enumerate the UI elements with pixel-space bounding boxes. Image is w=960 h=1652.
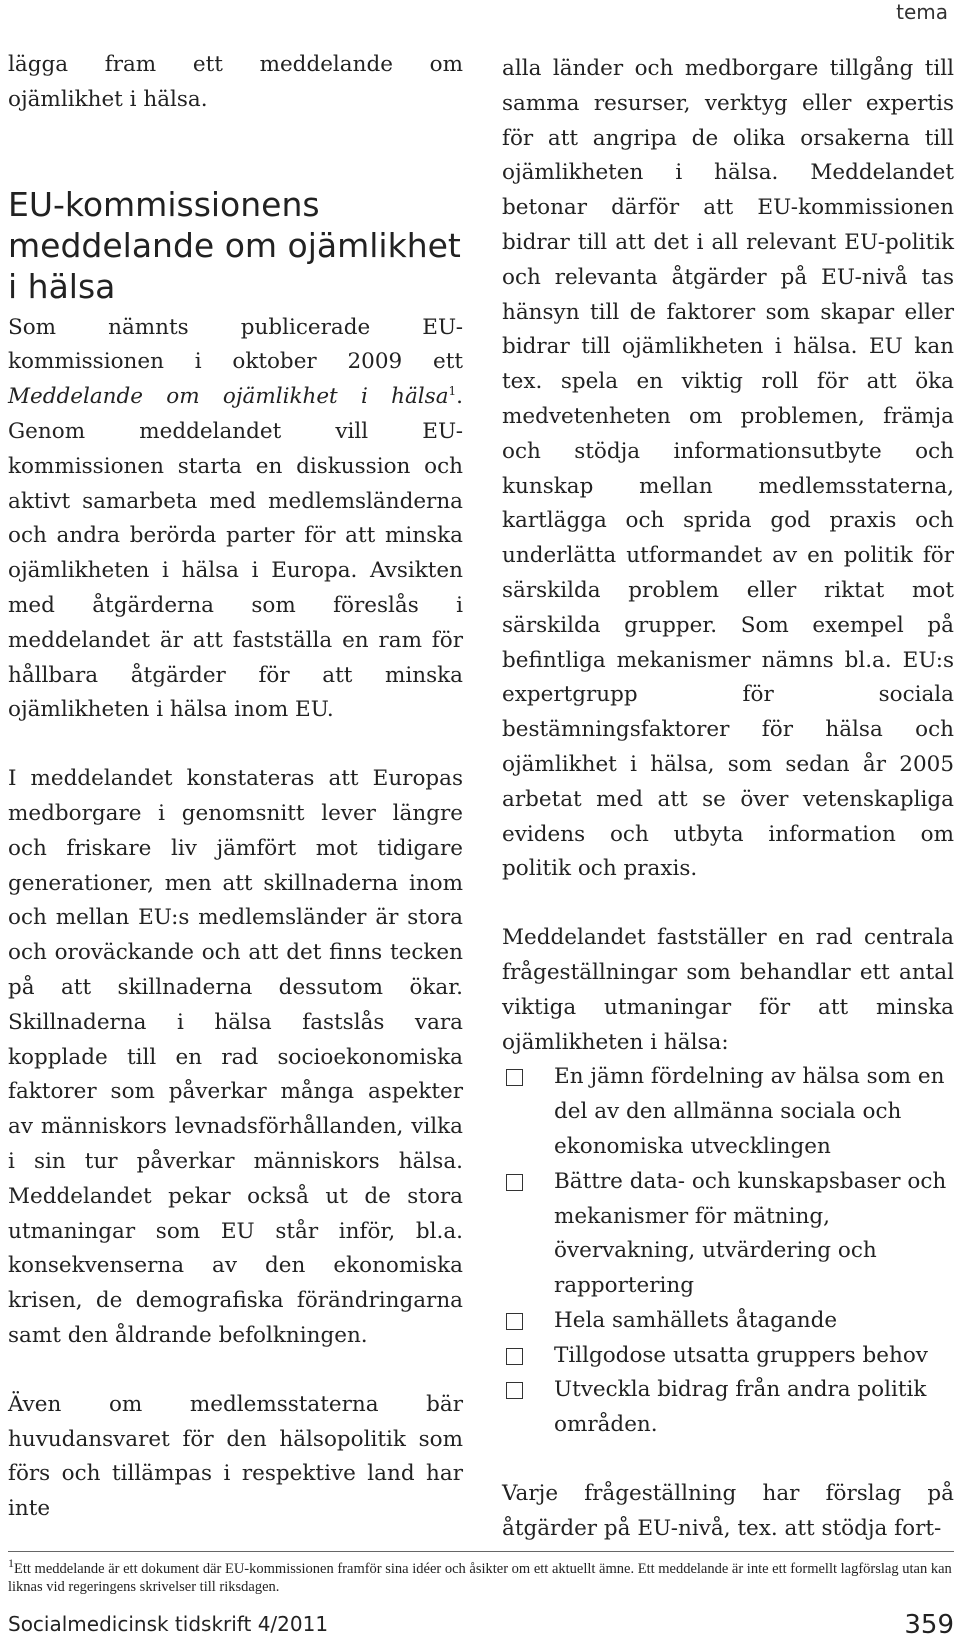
checkbox-icon [506, 1313, 523, 1330]
footnote-marker: 1 [8, 1556, 14, 1571]
body-paragraph-6: Varje frågeställning har förslag på åtgärder på EU-nivå, tex. att stödja fort- [502, 1481, 954, 1541]
challenges-list [502, 1060, 954, 1443]
section-label: tema [896, 0, 948, 24]
checkbox-icon [506, 1174, 523, 1191]
article-heading: EU-kommissionens meddelande om ojämlikhet i hälsa [8, 184, 461, 306]
checkbox-icon [506, 1348, 523, 1365]
footnote-divider [8, 1551, 954, 1552]
footnote [8, 1556, 954, 1596]
footnote-ref[interactable]: 1 [448, 384, 457, 399]
intro-paragraph: lägga fram ett meddelande om ojämlikhet i hälsa. [8, 52, 463, 112]
body-paragraph-3: Även om medlemsstaterna bär huvudansvaret för den hälsopolitik som förs och tillämpas i respektive land har inte [8, 1391, 463, 1522]
publication-title: Meddelande om ojämlikhet i hälsa [8, 384, 449, 410]
list-item: En jämn fördelning av hälsa som en del av den allmänna sociala och ekonomiska utvecklingen [502, 1060, 954, 1164]
body-paragraph-4: alla länder och medborgare tillgång till samma resurser, verktyg eller expertis för att angripa de olika orsakerna till ojämlikheten i hälsa. Meddelandet betonar därför att EU-kommissionen bidrar till att det i all relevant EU-politik och relevanta åtgärder på EU-nivå tas hänsyn till de faktorer som skapar eller bidrar till ojämlikheten i hälsa. EU kan tex. spela en viktig roll för att öka medvetenheten om problemen, främja och stödja informationsutbyte och kunskap mellan medlemsstaterna, kartlägga och sprida god praxis och underlätta utformandet av en politik för särskilda problem eller riktat mot särskilda grupper. Som exempel på befintliga mekanismer nämns bl.a. EU:s expertgrupp för sociala bestämningsfaktorer för hälsa och ojämlikhet i hälsa, som sedan år 2005 arbetat med att se över vetenskapliga evidens och utbyta information om politik och praxis. [502, 56, 954, 882]
journal-name: Socialmedicinsk tidskrift 4/2011 [8, 1612, 329, 1636]
checkbox-icon [506, 1382, 523, 1399]
body-paragraph-5: Meddelandet fastställer en rad centrala frågeställningar som behandlar ett antal viktiga utmaningar för att minska ojämlikheten i hälsa: [502, 925, 954, 1055]
list-item: Utveckla bidrag från andra politik områden. [502, 1373, 954, 1443]
para1-text-b: . Genom meddelandet vill EU-kommissionen starta en diskussion och aktivt samarbeta med medlemsländerna och andra berörda parter för att minska ojämlikheten i hälsa i Europa. Avsikten med åtgärderna som föreslås i meddelandet är att fastställa en ram för hållbara åtgärder för att minska ojämlikheten i hälsa inom EU. [8, 384, 463, 723]
page-number: 359 [904, 1610, 954, 1640]
checkbox-icon [506, 1069, 523, 1086]
right-column [502, 52, 954, 1547]
body-paragraph-1 [8, 311, 463, 729]
body-paragraph-2: I meddelandet konstateras att Europas medborgare i genomsnitt lever längre och friskare liv jämfört mot tidigare generationer, men att skillnaderna inom och mellan EU:s medlemsländer är stora och oroväckande och att det finns tecken på att skillnaderna dessutom ökar. Skillnaderna i hälsa fastslås vara kopplade till en rad socioekonomiska faktorer som påverkar många aspekter av människors levnadsförhållanden, vilka i sin tur påverkar människors hälsa. Meddelandet pekar också ut de stora utmaningar som EU står inför, bl.a. konsekvenserna av den ekonomiska krisen, de demografiska förändringarna samt den åldrande befolkningen. [8, 766, 463, 1348]
footnote-text: Ett meddelande är ett dokument där EU-kommissionen framför sina idéer och åsikter om ett aktuellt ämne. Ett meddelande är inte ett formellt lagförslag utan kan liknas vid regeringens skrivelser till riksdagen. [8, 1561, 952, 1595]
list-item: Tillgodose utsatta gruppers behov [502, 1339, 954, 1374]
list-item: Bättre data- och kunskapsbaser och mekanismer för mätning, övervakning, utvärdering och rapportering [502, 1165, 954, 1304]
left-column [8, 48, 463, 1527]
para1-text-a: Som nämnts publicerade EU-kommissionen i oktober 2009 ett [8, 314, 463, 375]
page-footer [8, 1610, 954, 1640]
list-item: Hela samhällets åtagande [502, 1304, 954, 1339]
